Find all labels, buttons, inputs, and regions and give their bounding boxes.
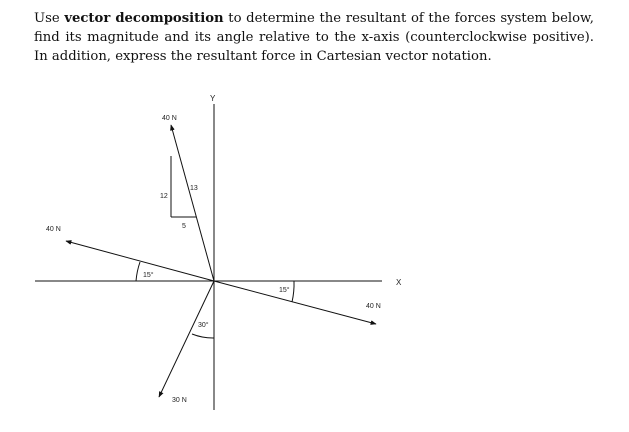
force-2-vector	[66, 241, 214, 281]
slope-rise-label: 12	[160, 193, 168, 200]
force-3-angle-arc	[292, 281, 294, 302]
force-3-angle-label: 15°	[279, 287, 290, 294]
problem-suffix: to determine the resultant of the forces system below, find its magnitude and its angle relative to the x-axis (counterclockwise positive). In addition, express the resultant force in Cartesian vector notation.	[34, 11, 594, 64]
force-3-label: 40 N	[366, 303, 381, 310]
problem-bold-term: vector decomposition	[64, 11, 224, 26]
force-1-vector	[171, 125, 214, 281]
force-1-label: 40 N	[162, 115, 177, 122]
force-2-angle-arc	[136, 262, 140, 281]
slope-hyp-label: 13	[190, 185, 198, 192]
problem-prefix: Use	[34, 11, 65, 26]
force-4-angle-arc	[192, 334, 214, 338]
slope-run-label: 5	[182, 223, 186, 230]
force-2-label: 40 N	[46, 226, 61, 233]
y-axis-label: Y	[210, 94, 216, 103]
force-4-vector	[159, 281, 214, 397]
force-3-vector	[214, 281, 376, 324]
x-axis-label: X	[396, 278, 402, 287]
force-2-angle-label: 15°	[143, 272, 154, 279]
force-4-angle-label: 30°	[198, 322, 209, 329]
force-4-label: 30 N	[172, 397, 187, 404]
